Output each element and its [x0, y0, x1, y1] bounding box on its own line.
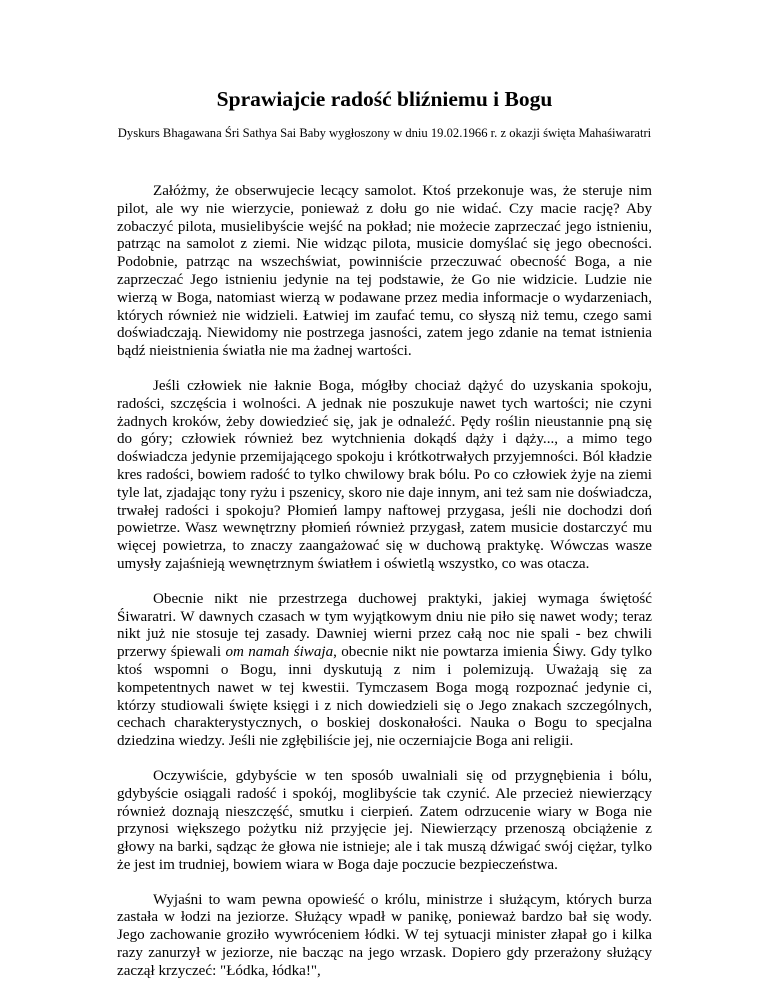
page-subtitle: Dyskurs Bhagawana Śri Sathya Sai Baby wygłoszony w dniu 19.02.1966 r. z okazji święta Mahaśiwaratri — [117, 126, 652, 140]
paragraph-3 — [117, 591, 652, 751]
paragraph-2: Jeśli człowiek nie łaknie Boga, mógłby chociaż dążyć do uzyskania spokoju, radości, szczęścia i wolności. A jednak nie poszukuje nawet tych wartości; nie czyni żadnych kroków, żeby dowiedzieć się, jak je odnaleźć. Pędy roślin nieustannie pną się do góry; człowiek również bez wytchnienia dokądś dąży i dąży..., a mimo tego doświadcza jedynie przemijającego spokoju i krótkotrwałych przyjemności. Ból kładzie kres radości, bowiem radość to tylko chwilowy brak bólu. Po co człowiek żyje na ziemi tyle lat, zjadając tony ryżu i pszenicy, skoro nie daje innym, ani też sam nie doświadcza, trwałej radości i spokoju? Płomień lampy naftowej przygasa, jeśli nie dochodzi doń powietrze. Wasz wewnętrzny płomień również przygasł, zatem musicie dostarczyć mu więcej powietrza, to znaczy zaangażować się w duchową praktykę. Wówczas wasze umysły zajaśnieją wewnętrznym światłem i oświetlą wszystko, co was otacza. — [117, 377, 652, 572]
mantra-emphasis: om namah śiwaja — [225, 644, 334, 661]
paragraph-5: Wyjaśni to wam pewna opowieść o królu, ministrze i służącym, których burza zastała w łodzi na jeziorze. Służący wpadł w panikę, ponieważ bardzo bał się wody. Jego zachowanie groziło wywróceniem łódki. W tej sytuacji minister złapał go i kilka razy zanurzył w jeziorze, nie bacząc na jego wrzask. Dopiero gdy przerażony służący zaczął krzyczeć: "Łódka, łódka!", — [117, 891, 652, 979]
page-title: Sprawiajcie radość bliźniemu i Bogu — [216, 87, 553, 111]
paragraph-1: Załóżmy, że obserwujecie lecący samolot. Ktoś przekonuje was, że steruje nim pilot, ale wy nie wierzycie, ponieważ z dołu go nie widać. Czy macie rację? Aby zobaczyć pilota, musielibyście wejść na pokład; nie możecie zaprzeczać jego istnieniu, patrząc na samolot z ziemi. Nie widząc pilota, musicie domyślać się jego obecności. Podobnie, patrząc na wszechświat, powinniście przeczuwać obecność Boga, a nie zaprzeczać Jego istnieniu jedynie na tej podstawie, że Go nie widzicie. Ludzie nie wierzą w Boga, natomiast wierzą w podawane przez media informacje o wydarzeniach, których również nie widzieli. Łatwiej im zaufać temu, co słyszą niż temu, czego sami doświadczają. Niewidomy nie postrzega jasności, zatem jego zdanie na temat istnienia bądź nieistnienia światła nie ma żadnej wartości. — [117, 183, 652, 360]
paragraph-3-text-before: Obecnie nikt nie przestrzega duchowej praktyki, jakiej wymaga świętość Śiwaratri. W dawnych czasach w tym wyjątkowym dniu nie piło się nawet wody; teraz nikt już nie stosuje tej zasady. Dawniej wierni przez całą noc nie spali - bez chwili przerwy śpiewali — [117, 590, 652, 661]
paragraph-3-text-after: , obecnie nikt nie powtarza imienia Śiwy. Gdy tylko ktoś wspomni o Bogu, inni dyskutują z nim i polemizują. Uważają się za kompetentnych nawet w tej kwestii. Tymczasem Boga mogą rozpoznać jedynie ci, którzy studiowali święte księgi i z nich dowiedzieli się o Jego znakach szczególnych, cechach charakterystycznych, o boskiej doskonałości. Nauka o Bogu to specjalna dziedzina wiedzy. Jeśli nie zgłębiliście jej, nie oczerniajcie Boga ani religii. — [117, 644, 652, 750]
document-page — [117, 86, 652, 981]
paragraph-4: Oczywiście, gdybyście w ten sposób uwalniali się od przygnębienia i bólu, gdybyście osiągali radość i spokój, moglibyście tak czynić. Ale przecież niewierzący również doznają nieszczęść, smutku i cierpień. Zatem odrzucenie wiary w Boga nie przynosi większego pożytku niż przyjęcie jej. Niewierzący przenoszą obciążenie z głowy na barki, sądząc że głowa nie istnieje; ale i tak muszą dźwigać swój ciężar, tylko że jest im trudniej, bowiem wiara w Boga daje poczucie bezpieczeństwa. — [117, 767, 652, 873]
